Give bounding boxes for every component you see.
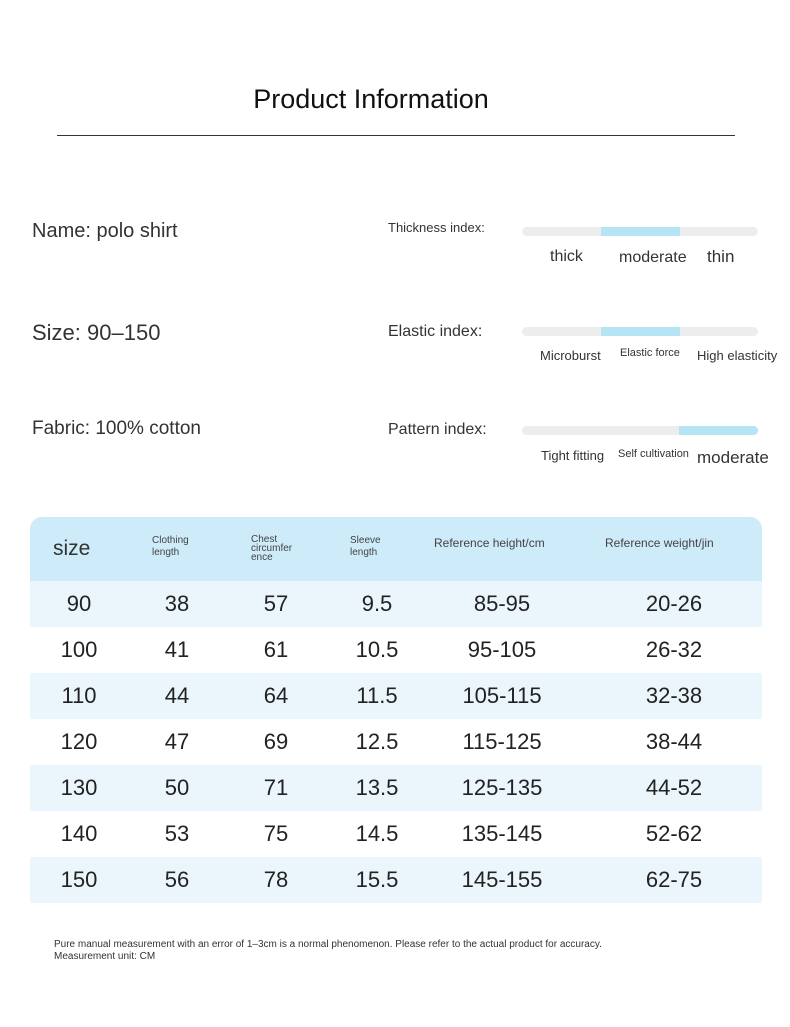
cell-clothing-length: 47: [164, 729, 190, 754]
table-row: [30, 581, 762, 627]
cell-clothing-length: 53: [164, 821, 190, 846]
cell-height: 85-95: [473, 591, 531, 616]
cell-size: 110: [61, 683, 97, 708]
cell-height: 95-105: [467, 637, 537, 662]
header-sleeve-length: [350, 535, 381, 559]
size-chart-table: [30, 517, 762, 903]
table-row: [30, 811, 762, 857]
cell-chest: 69: [263, 729, 289, 754]
pattern-scale-high: moderate: [697, 448, 769, 467]
table-row: [30, 673, 762, 719]
thickness-index-label: Thickness index:: [388, 220, 485, 235]
thickness-scale-low: thick: [550, 248, 583, 265]
measurement-note-line-1: Pure manual measurement with an error of 1–3cm is a normal phenomenon. Please refer to the actual product for accuracy.: [54, 939, 602, 950]
cell-height: 115-125: [462, 729, 542, 754]
cell-weight: 62-75: [645, 867, 703, 892]
measurement-unit-note: Measurement unit: CM: [54, 951, 156, 962]
cell-size: 120: [60, 729, 98, 754]
cell-sleeve-length: 14.5: [355, 821, 399, 846]
cell-chest: 64: [263, 683, 289, 708]
cell-height: 145-155: [461, 867, 543, 892]
header-reference-weight: Reference weight/jin: [605, 536, 714, 550]
elastic-scale-low: Microburst: [540, 348, 601, 363]
size-chart-header: [30, 517, 762, 581]
thickness-scale-mid: moderate: [619, 249, 687, 266]
pattern-index-bar: [522, 426, 758, 435]
thickness-scale-high: thin: [707, 247, 735, 266]
cell-chest: 57: [263, 591, 289, 616]
header-sleeve-line-2: length: [350, 547, 378, 558]
thickness-index-bar: [522, 227, 758, 236]
cell-clothing-length: 56: [164, 867, 190, 892]
product-fabric: Fabric: 100% cotton: [32, 418, 201, 439]
cell-weight: 38-44: [645, 729, 703, 754]
elastic-index-label: Elastic index:: [388, 323, 483, 340]
cell-clothing-length: 41: [164, 637, 190, 662]
elastic-index-highlight: [601, 327, 680, 336]
header-size: size: [53, 537, 91, 560]
cell-weight: 20-26: [645, 591, 703, 616]
cell-sleeve-length: 13.5: [355, 775, 399, 800]
header-clothing-line-2: length: [152, 547, 180, 558]
header-chest-line-2: circumfer: [251, 543, 293, 554]
cell-weight: 52-62: [645, 821, 703, 846]
header-reference-height: Reference height/cm: [434, 536, 545, 550]
size-chart-body: [30, 581, 762, 903]
header-chest-circumference: [251, 535, 292, 562]
cell-weight: 26-32: [645, 637, 703, 662]
cell-size: 140: [60, 821, 98, 846]
cell-clothing-length: 50: [164, 775, 190, 800]
cell-sleeve-length: 10.5: [355, 637, 399, 662]
cell-sleeve-length: 11.5: [356, 683, 398, 708]
cell-sleeve-length: 15.5: [355, 867, 399, 892]
cell-size: 130: [60, 775, 98, 800]
cell-weight: 32-38: [645, 683, 703, 708]
pattern-index-label: Pattern index:: [388, 421, 487, 438]
header-chest-line-3: ence: [251, 552, 273, 563]
cell-sleeve-length: 9.5: [361, 591, 393, 616]
header-clothing-line-1: Clothing: [152, 535, 189, 546]
cell-chest: 71: [263, 775, 289, 800]
cell-height: 135-145: [461, 821, 543, 846]
cell-height: 125-135: [461, 775, 543, 800]
product-name: Name: polo shirt: [32, 220, 178, 242]
table-row: [30, 719, 762, 765]
cell-size: 100: [60, 637, 98, 662]
table-row: [30, 857, 762, 903]
header-clothing-length: [152, 535, 189, 559]
pattern-scale-mid: Self cultivation: [618, 448, 689, 460]
title-divider: [57, 135, 735, 136]
elastic-scale-mid: Elastic force: [620, 347, 680, 359]
cell-size: 90: [66, 591, 92, 616]
cell-clothing-length: 44: [164, 683, 190, 708]
header-chest-line-1: Chest: [251, 534, 278, 545]
cell-weight: 44-52: [645, 775, 703, 800]
thickness-index-highlight: [601, 227, 680, 236]
table-row: [30, 627, 762, 673]
elastic-index-bar: [522, 327, 758, 336]
page-title: Product Information: [253, 84, 489, 114]
cell-chest: 78: [263, 867, 289, 892]
pattern-scale-low: Tight fitting: [541, 448, 605, 463]
cell-size: 150: [60, 867, 98, 892]
product-size-range: Size: 90–150: [32, 320, 161, 345]
pattern-index-highlight: [679, 426, 758, 435]
cell-height: 105-115: [462, 683, 542, 708]
header-sleeve-line-1: Sleeve: [350, 535, 381, 546]
cell-chest: 75: [263, 821, 289, 846]
elastic-scale-high: High elasticity: [697, 348, 778, 363]
cell-sleeve-length: 12.5: [355, 729, 399, 754]
cell-chest: 61: [263, 637, 289, 662]
measurement-note: [54, 939, 602, 963]
cell-clothing-length: 38: [164, 591, 190, 616]
table-row: [30, 765, 762, 811]
